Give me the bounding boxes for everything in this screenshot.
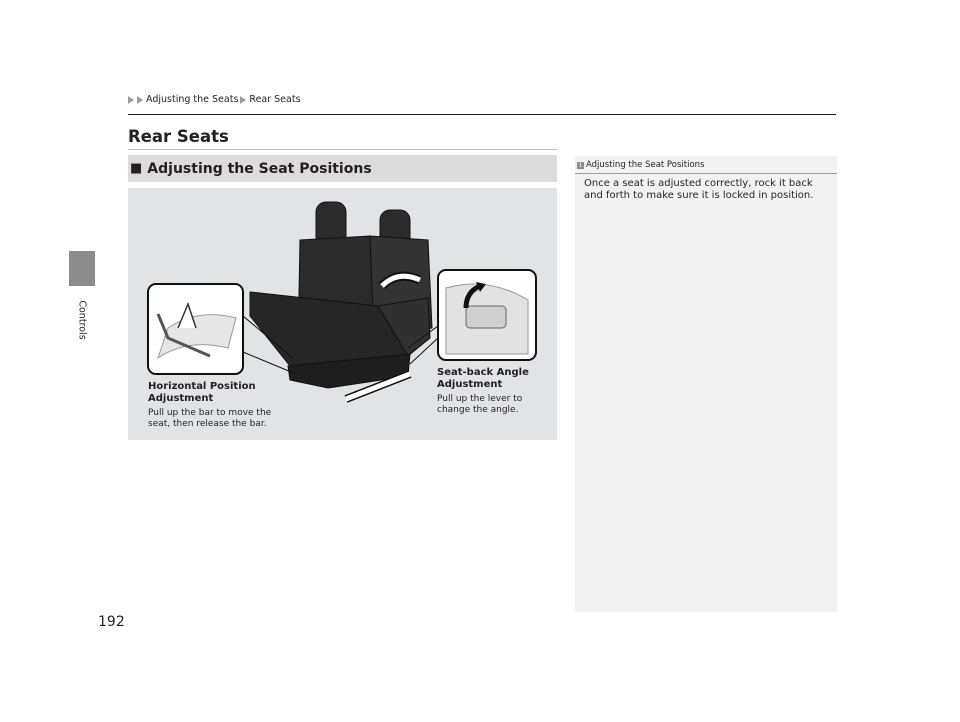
callout-title: Horizontal Position Adjustment xyxy=(148,381,256,404)
chapter-label: Controls xyxy=(76,300,88,340)
rear-seat-drawing xyxy=(250,202,432,388)
breadcrumb-item[interactable]: Rear Seats xyxy=(249,94,301,105)
note-body: Once a seat is adjusted correctly, rock it back and forth to make sure it is locked in position. xyxy=(584,178,814,201)
title-rule xyxy=(128,149,557,150)
section-header xyxy=(128,155,557,182)
section-marker-icon: ■ xyxy=(130,161,143,176)
seat-illustration xyxy=(128,188,557,440)
note-heading-text: Adjusting the Seat Positions xyxy=(586,160,705,170)
seatback-adjust-callout xyxy=(437,367,557,416)
note-heading xyxy=(577,160,704,170)
page-number: 192 xyxy=(98,614,125,630)
note-rule xyxy=(575,173,837,174)
callout-description: Pull up the lever to change the angle. xyxy=(437,394,523,415)
breadcrumb-arrow-icon xyxy=(128,96,134,104)
seatback-adjust-inset xyxy=(438,270,536,360)
callout-description: Pull up the bar to move the seat, then release the bar. xyxy=(148,408,272,429)
breadcrumb-arrow-icon xyxy=(137,96,143,104)
breadcrumb xyxy=(128,94,301,105)
header-rule xyxy=(128,114,836,115)
horizontal-adjust-callout xyxy=(148,381,278,430)
breadcrumb-arrow-icon xyxy=(240,96,246,104)
chapter-tab xyxy=(69,251,95,286)
breadcrumb-item[interactable]: Adjusting the Seats xyxy=(146,94,239,105)
horizontal-adjust-inset xyxy=(148,284,243,374)
page-title: Rear Seats xyxy=(128,127,229,146)
callout-title: Seat-back Angle Adjustment xyxy=(437,367,529,390)
side-note xyxy=(575,156,837,612)
note-reference-icon: 1 xyxy=(578,161,583,169)
section-title: Adjusting the Seat Positions xyxy=(147,160,372,177)
